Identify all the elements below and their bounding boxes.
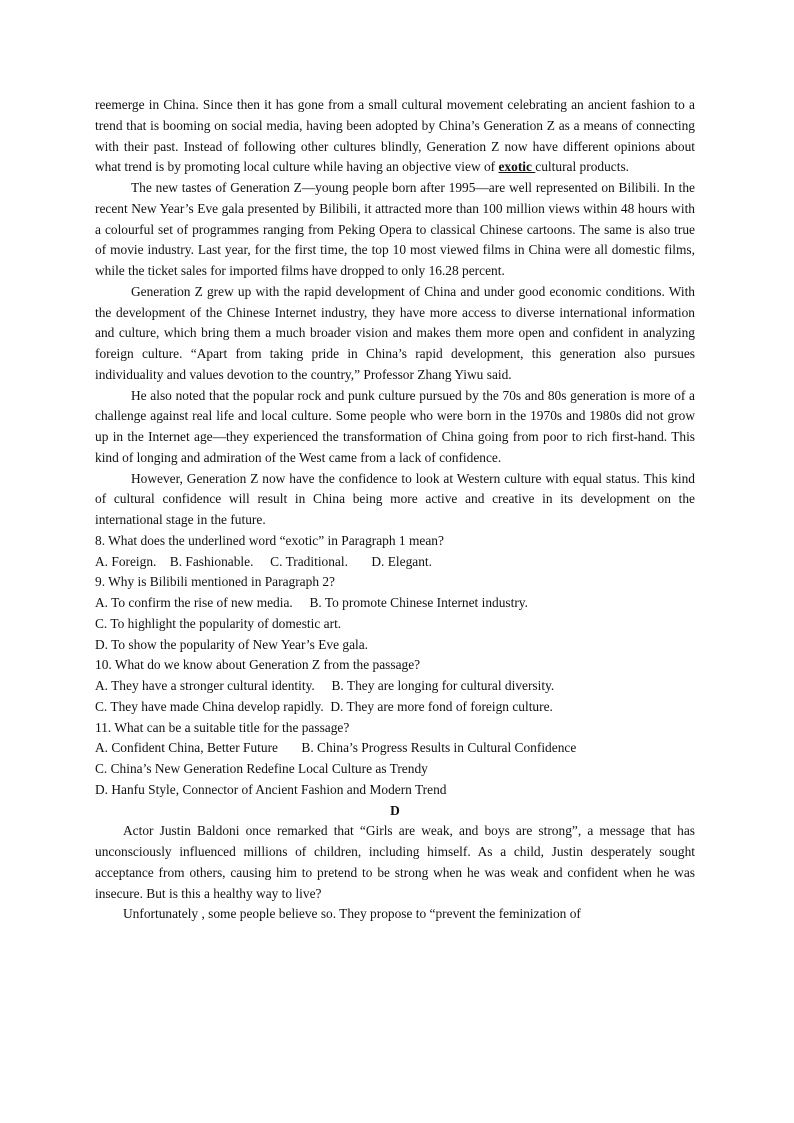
document-page <box>95 95 695 925</box>
question-option: D. Hanfu Style, Connector of Ancient Fashion and Modern Trend <box>95 781 447 797</box>
paragraph-2: The new tastes of Generation Z—young people born after 1995—are well represented on Bilibili. In the recent New Year’s Eve gala presented by Bilibili, it attracted more than 100 million views within 48 hours with a colourful set of programmes ranging from Peking Opera to classical Chinese cartoons. The same is also true of movie industry. Last year, for the first time, the top 10 most viewed films in China were all domestic films, while the ticket sales for imported films have dropped to only 16.28 percent. <box>95 180 695 278</box>
question-option: C. To highlight the popularity of domestic art. <box>95 615 342 631</box>
paragraph-1-text: reemerge in China. Since then it has gone from a small cultural movement celebrating an ancient fashion to a trend that is booming on social media, having been adopted by China’s Generation Z as a means of connecting with their past. Instead of following other cultures blindly, Generation Z now have different opinions about what trend is by promoting local culture while having an objective view of <box>95 97 695 175</box>
question-8 <box>95 531 695 573</box>
section-heading-d: D <box>390 802 400 818</box>
question-option: A. To confirm the rise of new media. B. To promote Chinese Internet industry. <box>95 595 528 610</box>
question-text: 11. What can be a suitable title for the passage? <box>95 719 350 735</box>
section-d-paragraph-1: Actor Justin Baldoni once remarked that “Girls are weak, and boys are strong”, a message that has unconsciously influenced millions of children, including himself. As a child, Justin desperately sought acceptance from others, causing him to pretend to be strong when he was weak and confident when he was insecure. But is this a healthy way to live? <box>95 823 695 901</box>
paragraph-4: He also noted that the popular rock and punk culture pursued by the 70s and 80s generation is more of a challenge against real life and local culture. Some people who were born in the 1970s and 1980s did not grow up in the Internet age—they experienced the transformation of China going from poor to rich first-hand. This kind of longing and admiration of the West came from a lack of confidence. <box>95 387 695 465</box>
underlined-word-exotic: exotic <box>498 159 536 175</box>
question-options: A. Foreign. B. Fashionable. C. Traditional. D. Elegant. <box>95 553 432 569</box>
question-option: D. To show the popularity of New Year’s Eve gala. <box>95 636 369 652</box>
question-option: A. Confident China, Better Future B. China’s Progress Results in Cultural Confidence <box>95 740 577 756</box>
question-11 <box>95 718 695 801</box>
section-d-paragraph-2: Unfortunately , some people believe so. They propose to “prevent the feminization of <box>123 906 581 922</box>
question-text: 8. What does the underlined word “exotic” in Paragraph 1 mean? <box>95 532 444 548</box>
question-9 <box>95 572 695 655</box>
paragraph-1-end: cultural products. <box>535 159 630 175</box>
question-option: A. They have a stronger cultural identity. B. They are longing for cultural diversity. <box>95 678 555 693</box>
paragraph-3: Generation Z grew up with the rapid development of China and under good economic conditions. With the development of the Chinese Internet industry, they have more access to diverse international information and culture, which bring them a much broader vision and makes them more open and confident in analyzing foreign culture. “Apart from taking pride in China’s rapid development, this generation also pursues individuality and values devotion to the country,” Professor Zhang Yiwu said. <box>95 283 695 382</box>
question-option: C. China’s New Generation Redefine Local Culture as Trendy <box>95 761 428 776</box>
question-text: 9. Why is Bilibili mentioned in Paragraph 2? <box>95 574 336 590</box>
question-text: 10. What do we know about Generation Z from the passage? <box>95 657 421 673</box>
paragraph-5: However, Generation Z now have the confidence to look at Western culture with equal status. This kind of cultural confidence will result in China being more active and creative in its development on the international stage in the future. <box>95 470 695 527</box>
paragraph-1 <box>95 95 695 178</box>
question-10 <box>95 655 695 717</box>
question-option: C. They have made China develop rapidly. D. They are more fond of foreign culture. <box>95 698 553 714</box>
